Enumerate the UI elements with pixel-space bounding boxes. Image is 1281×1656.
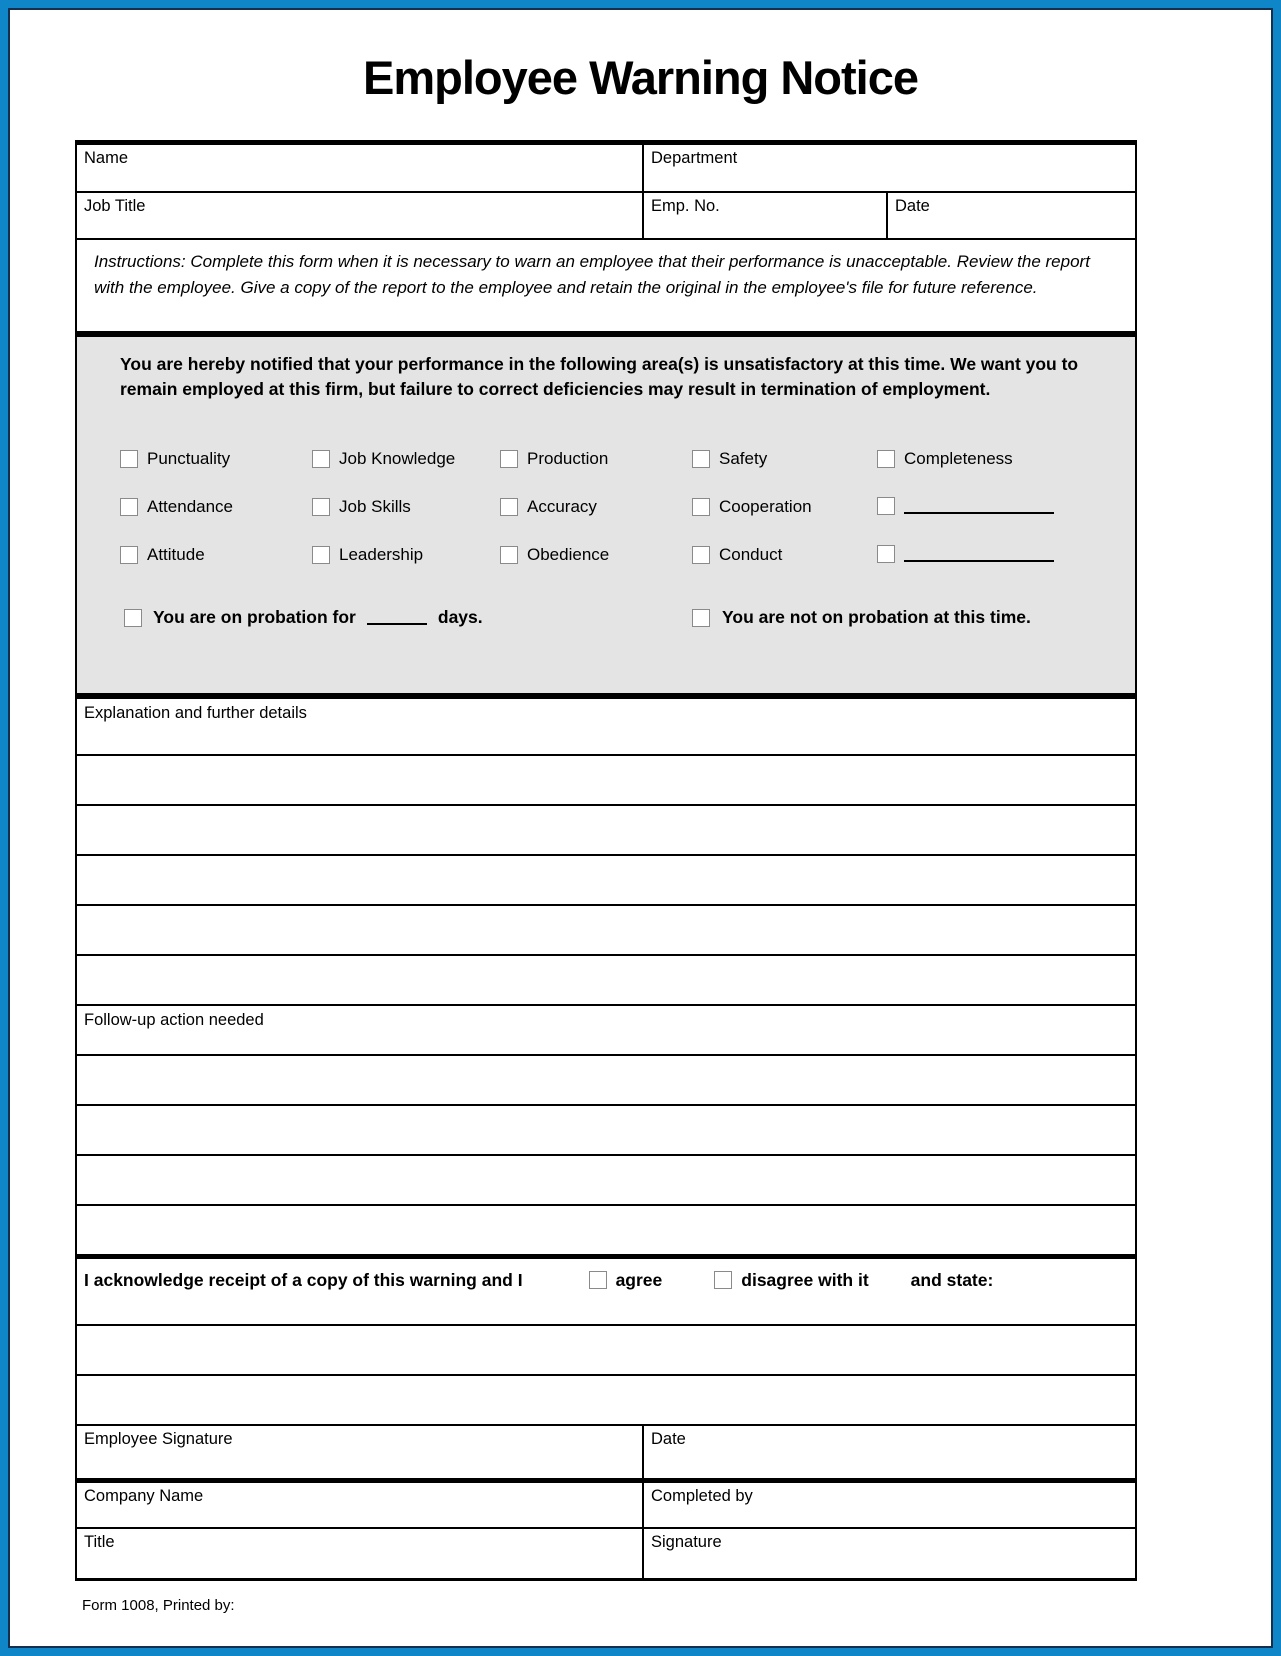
emp-no-field[interactable]: [642, 193, 886, 238]
explanation-line-3[interactable]: [77, 854, 1135, 904]
date-field[interactable]: [886, 193, 1135, 238]
name-field[interactable]: [77, 145, 642, 191]
instructions-section: [77, 238, 1135, 331]
warning-panel: [77, 331, 1135, 699]
completer-signature-label: Signature: [651, 1533, 722, 1551]
checkbox-row-1: [77, 449, 1135, 475]
employee-info-table: [77, 140, 1135, 238]
accuracy-label: Accuracy: [527, 497, 597, 516]
checkbox-attendance[interactable]: [120, 498, 138, 516]
checkbox-row-2: [77, 497, 1135, 523]
probation-days-text: days.: [437, 607, 483, 627]
company-name-field[interactable]: [77, 1483, 642, 1527]
form-sheet: [8, 8, 1273, 1648]
checkbox-obedience[interactable]: [500, 546, 518, 564]
probation-row: [77, 607, 1135, 635]
followup-line-1[interactable]: [77, 1054, 1135, 1104]
probation-for-text: You are on probation for: [153, 607, 356, 627]
checkbox-conduct[interactable]: [692, 546, 710, 564]
attitude-label: Attitude: [147, 545, 205, 564]
explanation-line-5[interactable]: [77, 954, 1135, 1004]
checkbox-row-3: [77, 545, 1135, 571]
followup-line-3[interactable]: [77, 1154, 1135, 1204]
department-label: Department: [651, 149, 738, 167]
followup-section-header[interactable]: [77, 1004, 1135, 1054]
explanation-line-2[interactable]: [77, 804, 1135, 854]
checkbox-job-skills[interactable]: [312, 498, 330, 516]
checkbox-disagree[interactable]: [714, 1271, 732, 1289]
title-label: Title: [84, 1533, 115, 1551]
obedience-label: Obedience: [527, 545, 610, 564]
punctuality-label: Punctuality: [147, 449, 231, 468]
title-signature-row: [77, 1527, 1135, 1578]
acknowledgment-text: I acknowledge receipt of a copy of this warning and I: [84, 1270, 523, 1290]
explanation-line-4[interactable]: [77, 904, 1135, 954]
agree-label: agree: [615, 1270, 663, 1290]
checkbox-cooperation[interactable]: [692, 498, 710, 516]
checkbox-job-knowledge[interactable]: [312, 450, 330, 468]
signature-date-field[interactable]: [642, 1426, 1135, 1478]
checkbox-production[interactable]: [500, 450, 518, 468]
form-number-footer: Form 1008, Printed by:: [82, 1597, 235, 1614]
followup-line-4[interactable]: [77, 1204, 1135, 1254]
company-row: [77, 1478, 1135, 1527]
title-field[interactable]: [77, 1529, 642, 1578]
employee-signature-label: Employee Signature: [84, 1430, 233, 1448]
company-name-label: Company Name: [84, 1487, 204, 1505]
followup-line-2[interactable]: [77, 1104, 1135, 1154]
checkbox-attitude[interactable]: [120, 546, 138, 564]
checkbox-other-1[interactable]: [877, 497, 895, 515]
checkbox-not-on-probation[interactable]: [692, 609, 710, 627]
cooperation-label: Cooperation: [719, 497, 812, 516]
acknowledgment-row: [77, 1254, 1135, 1324]
safety-label: Safety: [719, 449, 768, 468]
job-title-label: Job Title: [84, 197, 146, 215]
job-skills-label: Job Skills: [339, 497, 411, 516]
checkbox-leadership[interactable]: [312, 546, 330, 564]
checkbox-on-probation[interactable]: [124, 609, 142, 627]
explanation-section-header[interactable]: [77, 699, 1135, 754]
job-knowledge-label: Job Knowledge: [339, 449, 456, 468]
and-state-label: and state:: [910, 1270, 994, 1290]
checkbox-safety[interactable]: [692, 450, 710, 468]
statement-line-2[interactable]: [77, 1374, 1135, 1424]
checkbox-accuracy[interactable]: [500, 498, 518, 516]
not-on-probation-text: You are not on probation at this time.: [722, 607, 1031, 627]
checkbox-punctuality[interactable]: [120, 450, 138, 468]
other-2-blank-line[interactable]: [904, 546, 1054, 562]
checkbox-agree[interactable]: [589, 1271, 607, 1289]
employee-signature-field[interactable]: [77, 1426, 642, 1478]
leadership-label: Leadership: [339, 545, 424, 564]
statement-line-1[interactable]: [77, 1324, 1135, 1374]
followup-label: Follow-up action needed: [84, 1011, 264, 1029]
department-field[interactable]: [642, 145, 1135, 191]
warning-notice-form: [75, 140, 1137, 1581]
probation-days-blank[interactable]: [367, 611, 427, 625]
attendance-label: Attendance: [147, 497, 234, 516]
warning-notice-text: You are hereby notified that your performance in the following area(s) is unsatisfactory at this time. We want you to remain employed at this firm, but failure to correct deficiencies may result in termination of employment.: [120, 354, 1079, 400]
completed-by-label: Completed by: [651, 1487, 753, 1505]
page-title: Employee Warning Notice: [362, 51, 919, 104]
production-label: Production: [527, 449, 609, 468]
checkbox-completeness[interactable]: [877, 450, 895, 468]
explanation-line-1[interactable]: [77, 754, 1135, 804]
date-label: Date: [895, 197, 930, 215]
conduct-label: Conduct: [719, 545, 783, 564]
signature-date-label: Date: [651, 1430, 686, 1448]
employee-signature-row: [77, 1424, 1135, 1478]
checkbox-other-2[interactable]: [877, 545, 895, 563]
instructions-text: Instructions: Complete this form when it is necessary to warn an employee that their performance is unacceptable. Review the report with the employee. Give a copy of the report to the employee and retain the original in the employee's file for future reference.: [94, 252, 1090, 298]
name-label: Name: [84, 149, 129, 167]
emp-no-label: Emp. No.: [651, 197, 720, 215]
job-title-field[interactable]: [77, 193, 642, 238]
completeness-label: Completeness: [904, 449, 1013, 468]
disagree-label: disagree with it: [741, 1270, 869, 1290]
completed-by-field[interactable]: [642, 1483, 1135, 1527]
explanation-label: Explanation and further details: [84, 704, 307, 722]
other-1-blank-line[interactable]: [904, 498, 1054, 514]
completer-signature-field[interactable]: [642, 1529, 1135, 1578]
